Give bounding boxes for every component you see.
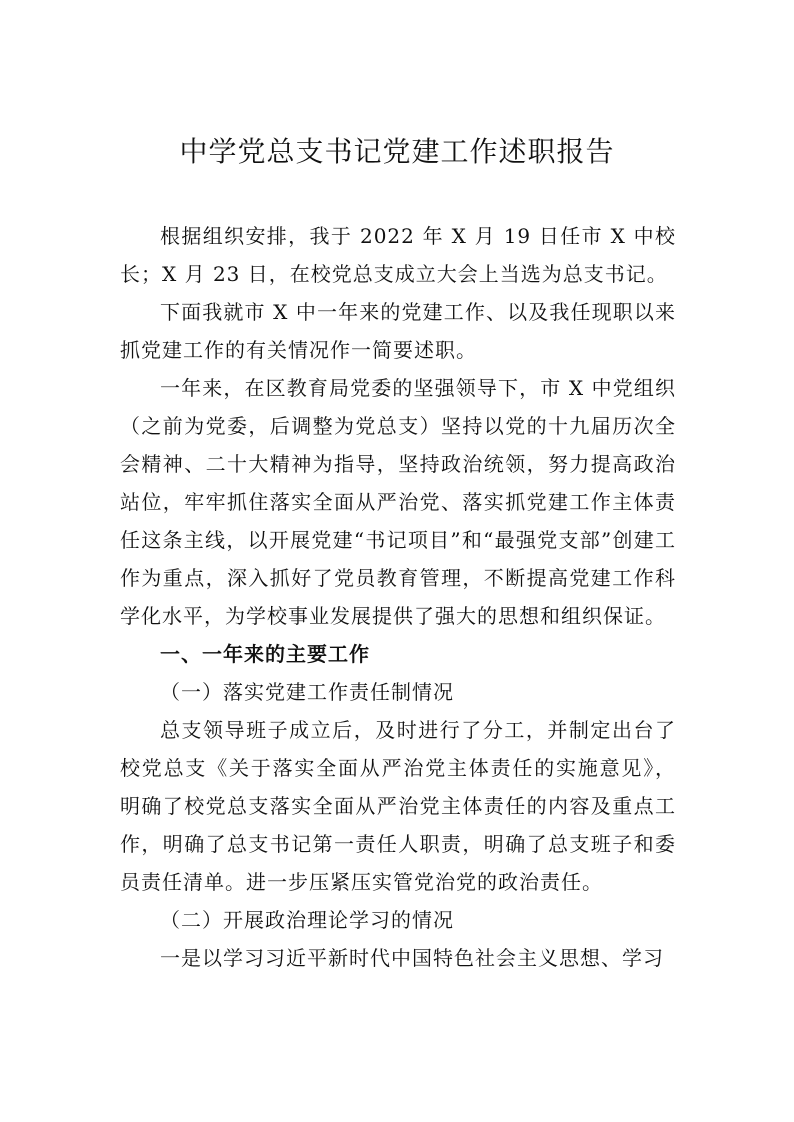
subsection-heading-theory-study: （二）开展政治理论学习的情况 (160, 908, 454, 932)
document-body (120, 217, 676, 977)
paragraph-overview: 一年来，在区教育局党委的坚强领导下，市 X 中党组织（之前为党委，后调整为党总支）坚持以党的十九届历次全会精神、二十大精神为指导，坚持政治统领，努力提高政治站位，牢牢抓住落实全面从严治党、落实抓党建工作主体责任这条主线，以开展党建“书记项目”和“最强党支部”创建工作为重点，深入抓好了党员教育管理，不断提高党建工作科学化水平，为学校事业发展提供了强大的思想和组织保证。 (120, 376, 676, 628)
paragraph-responsibility: 总支领导班子成立后，及时进行了分工，并制定出台了校党总支《关于落实全面从严治党主体责任的实施意见》，明确了校党总支落实全面从严治党主体责任的内容及重点工 作，明确了总支书记第一责任人职责，明确了总支班子和委员责任清单。进一步压紧压实管党治党的政治责任。 (120, 718, 676, 894)
document-title: 中学党总支书记党建工作述职报告 (179, 135, 615, 168)
section-heading-main-work: 一、一年来的主要工作 (160, 642, 370, 666)
subsection-heading-responsibility: （一）落实党建工作责任制情况 (160, 680, 454, 704)
paragraph-appointment: 根据组织安排，我于 2022 年 X 月 19 日任市 X 中校长；X 月 23 日，在校党总支成立大会上当选为总支书记。 (120, 224, 676, 286)
paragraph-intro: 下面我就市 X 中一年来的党建工作、以及我任现职以来抓党建工作的有关情况作一简要述职。 (120, 300, 676, 362)
paragraph-theory-study: 一是以学习习近平新时代中国特色社会主义思想、学习 (160, 946, 664, 970)
